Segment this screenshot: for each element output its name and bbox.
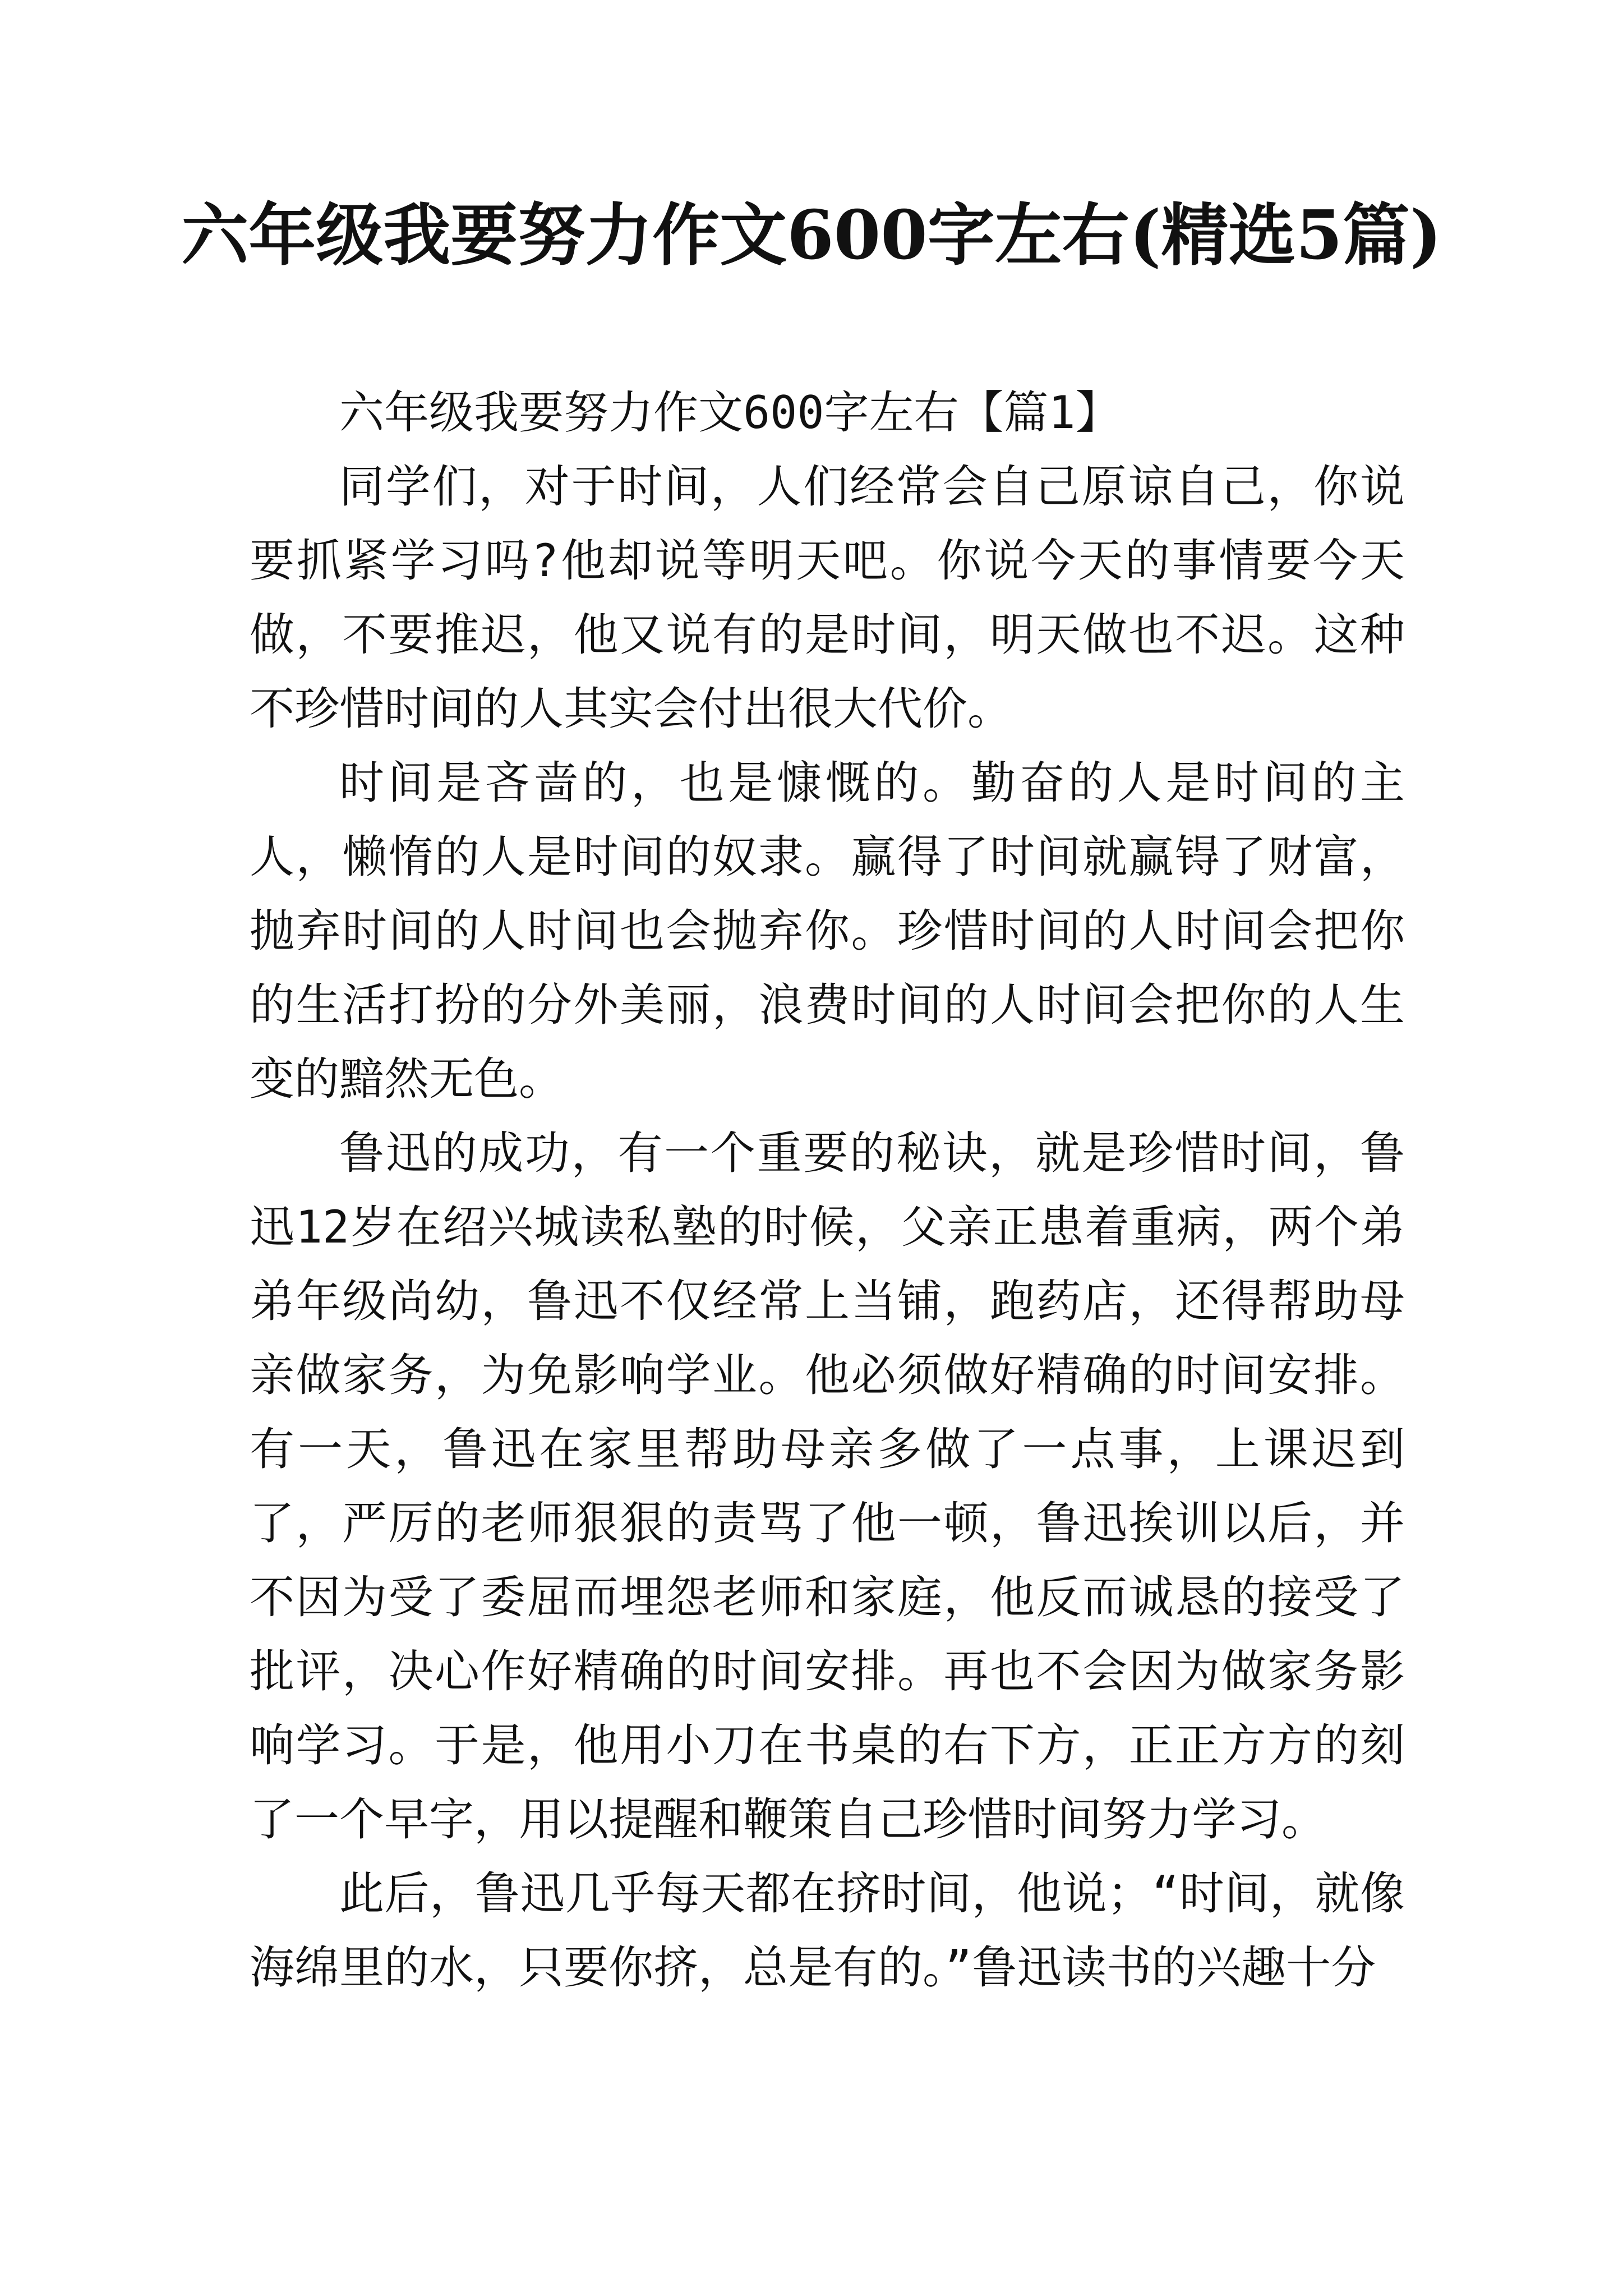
paragraph: 鲁迅的成功，有一个重要的秘诀，就是珍惜时间，鲁迅12岁在绍兴城读私塾的时候，父亲正患着重病，两个弟弟年级尚幼，鲁迅不仅经常上当铺，跑药店，还得帮助母亲做家务，为免影响学业。他必须做好精确的时间安排。有一天，鲁迅在家里帮助母亲多做了一点事，上课迟到了，严厉的老师狠狠的责骂了他一顿，鲁迅挨训以后，并不因为受了委屈而埋怨老师和家庭，他反而诚恳的接受了批评，决心作好精确的时间安排。再也不会因为做家务影响学习。于是，他用小刀在书桌的右下方，正正方方的刻了一个早字，用以提醒和鞭策自己珍惜时间努力学习。 [250, 1127, 1405, 1846]
paragraph: 同学们，对于时间，人们经常会自己原谅自己，你说要抓紧学习吗?他却说等明天吧。你说今天的事情要今天做，不要推迟，他又说有的是时间，明天做也不迟。这种不珍惜时间的人其实会付出很大代价。 [250, 461, 1405, 735]
section-heading: 六年级我要努力作文600字左右【篇1】 [339, 386, 1121, 439]
document-body [250, 376, 1405, 2005]
paragraph: 此后，鲁迅几乎每天都在挤时间，他说；“时间，就像海绵里的水，只要你挤，总是有的。”鲁迅读书的兴趣十分 [250, 1867, 1405, 1994]
paragraph: 时间是吝啬的，也是慷慨的。勤奋的人是时间的主人，懒惰的人是时间的奴隶。赢得了时间就赢锝了财富，抛弃时间的人时间也会抛弃你。珍惜时间的人时间会把你的生活打扮的分外美丽，浪费时间的人时间会把你的人生变的黯然无色。 [250, 757, 1405, 1105]
document-title: 六年级我要努力作文600字左右(精选5篇) [181, 196, 1442, 275]
